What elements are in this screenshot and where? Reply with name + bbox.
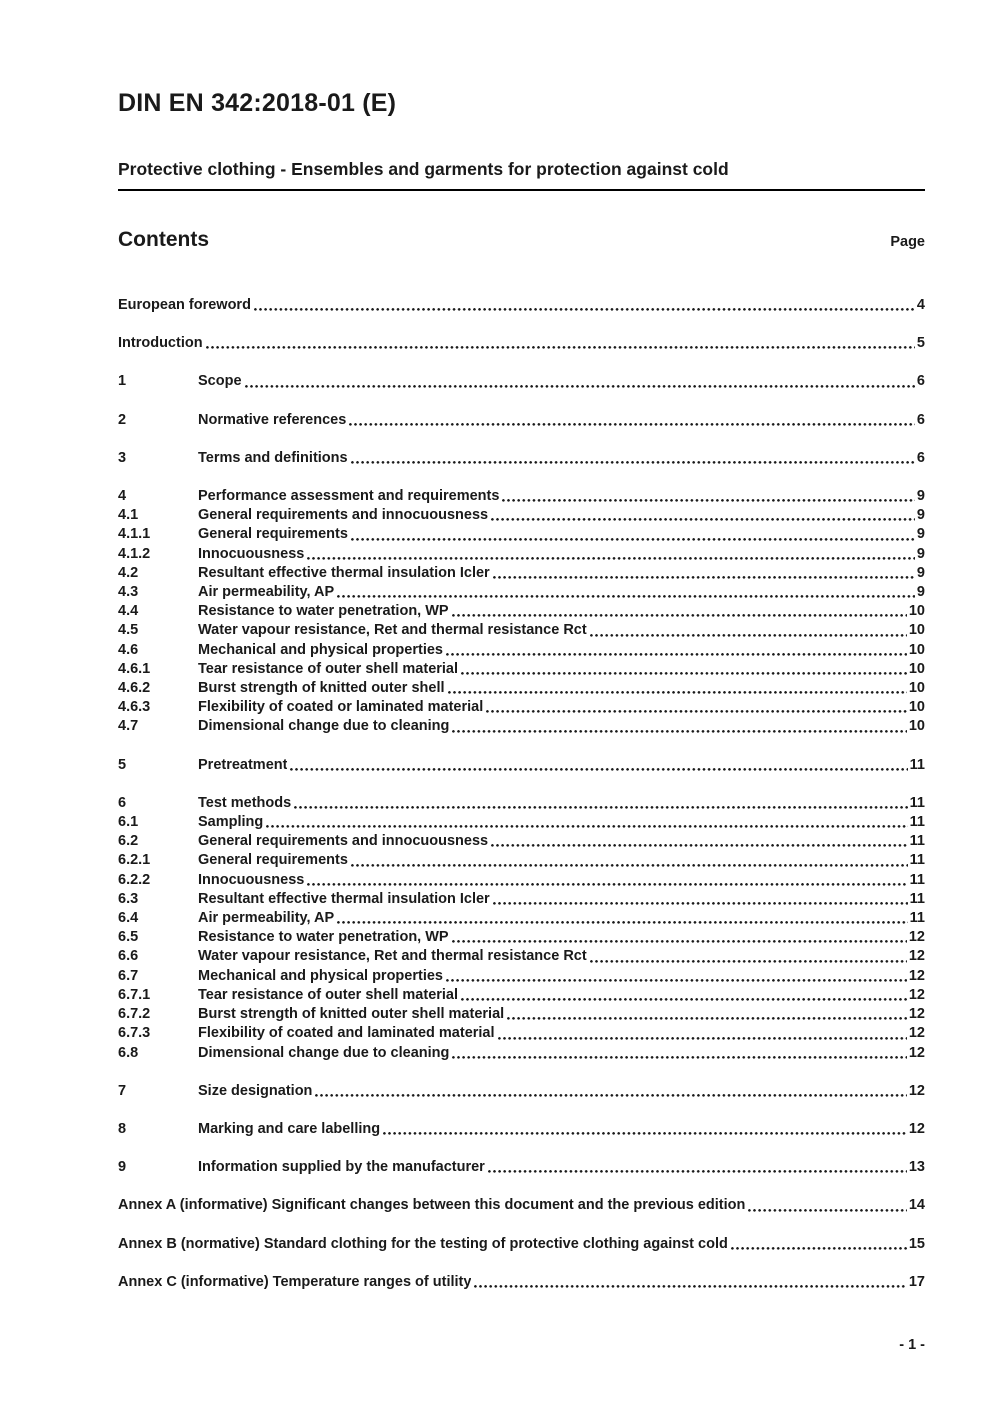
toc-entry-label: Introduction: [118, 335, 203, 352]
toc-entry-label: Scope: [198, 373, 242, 390]
toc-entry-number: 9: [118, 1159, 127, 1176]
toc-dot-leader: [383, 1132, 907, 1135]
toc-entry-page: 12: [908, 1082, 925, 1099]
toc-entry-page: 11: [909, 833, 925, 850]
toc-entry-number: 4.6.3: [118, 699, 151, 716]
toc-entry: [118, 947, 925, 966]
toc-entry: [118, 986, 925, 1005]
toc-entry-number: 6.7.1: [118, 986, 151, 1003]
toc-dot-leader: [461, 672, 907, 675]
toc-entry-number: 7: [118, 1082, 127, 1099]
toc-entry-label: Innocuousness: [198, 545, 305, 562]
toc-entry: [118, 813, 925, 832]
toc-entry-label: Air permeability, AP: [198, 584, 335, 601]
toc-entry-label: Sampling: [198, 814, 264, 831]
toc-entry: [118, 583, 925, 602]
toc-entry: [118, 602, 925, 621]
toc-entry-page: 17: [908, 1273, 925, 1290]
toc-entry-number: 4.7: [118, 718, 139, 735]
toc-entry: [118, 334, 925, 353]
toc-entry-page: 12: [908, 948, 925, 965]
toc-entry-page: 9: [916, 526, 925, 543]
toc-group: [118, 1082, 925, 1101]
toc-entry-page: 9: [916, 545, 925, 562]
toc-dot-leader: [351, 461, 915, 464]
toc-entry-number: 6.2.2: [118, 871, 151, 888]
toc-entry: [118, 372, 925, 391]
toc-entry-label: Resistance to water penetration, WP: [198, 929, 449, 946]
toc-entry-number: 6.5: [118, 929, 139, 946]
toc-dot-leader: [446, 653, 907, 656]
toc-dot-leader: [452, 940, 907, 943]
toc-entry: [118, 928, 925, 947]
toc-entry-label: Size designation: [198, 1082, 313, 1099]
toc-entry-label: Dimensional change due to cleaning: [198, 1044, 450, 1061]
toc-entry-label: European foreword: [118, 297, 251, 313]
toc-entry-page: 6: [916, 449, 925, 466]
toc-entry-page: 6: [916, 411, 925, 428]
toc-group: [118, 794, 925, 1063]
toc-entry-page: 9: [916, 584, 925, 601]
toc-entry-page: 10: [908, 680, 925, 697]
toc-entry-label: Resistance to water penetration, WP: [198, 603, 449, 620]
toc-entry-number: 4.1.2: [118, 545, 151, 562]
toc-dot-leader: [748, 1209, 907, 1212]
toc-entry-number: 4: [118, 488, 127, 505]
toc-entry-page: 12: [908, 986, 925, 1003]
toc-dot-leader: [590, 960, 907, 963]
toc-entry: [118, 1120, 925, 1139]
toc-dot-leader: [488, 1170, 907, 1173]
toc-entry-label: Performance assessment and requirements: [198, 488, 500, 505]
toc-group: [118, 487, 925, 737]
toc-entry-number: 2: [118, 411, 127, 428]
toc-dot-leader: [590, 634, 907, 637]
toc-entry-page: 5: [916, 335, 925, 352]
toc-entry: [118, 1235, 925, 1254]
toc-entry-label: Information supplied by the manufacturer: [198, 1159, 485, 1176]
page-number: - 1 -: [899, 1337, 925, 1353]
toc-dot-leader: [452, 614, 907, 617]
toc-entry: [118, 1005, 925, 1024]
toc-entry-label: Terms and definitions: [198, 449, 348, 466]
toc-entry-label: Test methods: [198, 794, 292, 811]
toc-entry-label: General requirements and innocuousness: [198, 833, 489, 850]
toc-dot-leader: [461, 998, 907, 1001]
toc-entry-number: 6.7.3: [118, 1025, 151, 1042]
toc-entry-page: 11: [909, 871, 925, 888]
toc-entry-label: Dimensional change due to cleaning: [198, 718, 450, 735]
toc-entry-number: 6.1: [118, 814, 139, 831]
toc-entry-number: 5: [118, 756, 127, 773]
toc-entry-label: Tear resistance of outer shell material: [198, 986, 459, 1003]
toc-dot-leader: [493, 902, 908, 905]
toc-entry-number: 1: [118, 373, 127, 390]
toc-entry-label: Flexibility of coated and laminated material: [198, 1025, 495, 1042]
toc-entry-number: 6.2: [118, 833, 139, 850]
toc-entry-number: 6.3: [118, 890, 139, 907]
toc-entry-page: 10: [908, 718, 925, 735]
toc-entry-label: Annex B (normative) Standard clothing for the testing of protective clothing against cold: [118, 1235, 728, 1252]
toc-group: [118, 411, 925, 430]
contents-header: [118, 228, 925, 252]
toc-entry-number: 6.2.1: [118, 852, 151, 869]
toc-entry: [118, 679, 925, 698]
toc-dot-leader: [351, 538, 915, 541]
toc-entry-page: 12: [908, 1006, 925, 1023]
toc-entry: [118, 621, 925, 640]
toc-entry-page: 9: [916, 488, 925, 505]
toc-entry: [118, 890, 925, 909]
toc-entry: [118, 832, 925, 851]
toc-dot-leader: [315, 1094, 906, 1097]
toc-entry-label: Resultant effective thermal insulation Icler: [198, 564, 490, 581]
toc-entry-number: 6: [118, 794, 127, 811]
toc-entry: [118, 717, 925, 736]
toc-entry-page: 11: [909, 852, 925, 869]
toc-dot-leader: [452, 1056, 906, 1059]
page-column-label: Page: [890, 234, 925, 250]
toc-entry-page: 10: [908, 660, 925, 677]
toc-entry: [118, 1273, 925, 1292]
toc-entry: [118, 851, 925, 870]
toc-entry-label: Burst strength of knitted outer shell material: [198, 1006, 505, 1023]
toc-entry-page: 11: [909, 756, 925, 773]
toc-entry-page: 12: [908, 967, 925, 984]
toc-group: [118, 1273, 925, 1292]
toc-dot-leader: [507, 1017, 907, 1020]
toc-entry-number: 4.6: [118, 641, 139, 658]
toc-entry-page: 10: [908, 699, 925, 716]
toc-entry: [118, 794, 925, 813]
toc-dot-leader: [349, 423, 915, 426]
toc-entry-number: 4.1: [118, 507, 139, 524]
toc-entry-page: 4: [916, 297, 925, 313]
toc-entry: [118, 564, 925, 583]
toc-entry-page: 10: [908, 603, 925, 620]
toc-entry: [118, 1024, 925, 1043]
toc-entry: [118, 525, 925, 544]
toc-entry-label: General requirements and innocuousness: [198, 507, 489, 524]
toc-group: [118, 296, 925, 315]
contents-heading: Contents: [118, 228, 209, 251]
document-subtitle: Protective clothing - Ensembles and garments for protection against cold: [118, 159, 925, 191]
toc-entry-number: 4.2: [118, 564, 139, 581]
toc-dot-leader: [446, 979, 907, 982]
toc-dot-leader: [448, 691, 907, 694]
toc-entry-label: Pretreatment: [198, 756, 288, 773]
toc-group: [118, 372, 925, 391]
toc-entry-label: General requirements: [198, 526, 348, 543]
toc-dot-leader: [294, 806, 907, 809]
toc-group: [118, 334, 925, 353]
toc-entry-label: Annex C (informative) Temperature ranges of utility: [118, 1273, 472, 1290]
toc-dot-leader: [254, 308, 915, 311]
toc-entry-page: 14: [908, 1197, 925, 1214]
toc-dot-leader: [486, 710, 907, 713]
toc-entry-number: 8: [118, 1120, 127, 1137]
toc-entry-page: 10: [908, 641, 925, 658]
toc-dot-leader: [491, 518, 915, 521]
toc-dot-leader: [307, 557, 915, 560]
toc-entry-number: 4.5: [118, 622, 139, 639]
toc-entry-page: 10: [908, 622, 925, 639]
toc-entry: [118, 296, 925, 315]
toc-dot-leader: [337, 595, 915, 598]
toc-entry-page: 11: [909, 910, 925, 927]
toc-entry-page: 11: [909, 814, 925, 831]
toc-entry-label: Resultant effective thermal insulation Icler: [198, 890, 490, 907]
toc-entry: [118, 698, 925, 717]
toc-group: [118, 1235, 925, 1254]
toc-dot-leader: [493, 576, 915, 579]
toc-entry-page: 13: [908, 1159, 925, 1176]
toc-entry: [118, 871, 925, 890]
toc-group: [118, 756, 925, 775]
toc-entry-number: 3: [118, 449, 127, 466]
toc-entry: [118, 449, 925, 468]
toc-entry: [118, 506, 925, 525]
toc-entry: [118, 1158, 925, 1177]
toc-dot-leader: [290, 768, 907, 771]
toc-dot-leader: [731, 1247, 907, 1250]
toc-dot-leader: [474, 1285, 906, 1288]
toc-dot-leader: [206, 346, 915, 349]
toc-group: [118, 1120, 925, 1139]
toc-entry-number: 4.3: [118, 584, 139, 601]
toc-entry: [118, 1044, 925, 1063]
toc-group: [118, 1158, 925, 1177]
toc-entry-label: Mechanical and physical properties: [198, 967, 443, 984]
toc-entry-label: General requirements: [198, 852, 348, 869]
toc-dot-leader: [266, 825, 907, 828]
toc-entry: [118, 967, 925, 986]
toc-entry: [118, 487, 925, 506]
toc-entry-page: 15: [908, 1235, 925, 1252]
table-of-contents: [118, 296, 925, 1292]
toc-entry-label: Air permeability, AP: [198, 910, 335, 927]
toc-entry-label: Annex A (informative) Significant changes between this document and the previous edition: [118, 1197, 746, 1214]
toc-dot-leader: [452, 730, 906, 733]
toc-dot-leader: [491, 844, 908, 847]
toc-entry-label: Innocuousness: [198, 871, 305, 888]
toc-dot-leader: [337, 921, 907, 924]
toc-entry-label: Normative references: [198, 411, 347, 428]
toc-entry: [118, 545, 925, 564]
toc-entry: [118, 641, 925, 660]
toc-dot-leader: [502, 499, 915, 502]
toc-entry-number: 4.4: [118, 603, 139, 620]
toc-entry-label: Mechanical and physical properties: [198, 641, 443, 658]
toc-entry: [118, 909, 925, 928]
toc-entry-label: Tear resistance of outer shell material: [198, 660, 459, 677]
toc-entry-page: 11: [909, 794, 925, 811]
toc-entry-number: 6.4: [118, 910, 139, 927]
toc-entry-page: 11: [909, 890, 925, 907]
toc-entry-number: 4.1.1: [118, 526, 151, 543]
toc-entry-number: 6.8: [118, 1044, 139, 1061]
toc-entry-page: 12: [908, 929, 925, 946]
toc-entry-page: 12: [908, 1044, 925, 1061]
toc-entry-page: 9: [916, 564, 925, 581]
toc-entry: [118, 1082, 925, 1101]
toc-entry-page: 12: [908, 1120, 925, 1137]
toc-dot-leader: [245, 385, 915, 388]
toc-entry-page: 12: [908, 1025, 925, 1042]
toc-group: [118, 449, 925, 468]
toc-entry-number: 4.6.1: [118, 660, 151, 677]
toc-dot-leader: [498, 1037, 907, 1040]
toc-entry: [118, 1196, 925, 1215]
toc-entry: [118, 756, 925, 775]
toc-dot-leader: [307, 883, 907, 886]
toc-entry-label: Flexibility of coated or laminated material: [198, 699, 484, 716]
toc-entry-label: Burst strength of knitted outer shell: [198, 680, 445, 697]
toc-dot-leader: [351, 864, 908, 867]
toc-entry-label: Water vapour resistance, Ret and thermal resistance Rct: [198, 948, 587, 965]
toc-entry-number: 6.7.2: [118, 1006, 151, 1023]
toc-entry: [118, 660, 925, 679]
toc-entry-number: 4.6.2: [118, 680, 151, 697]
toc-entry-page: 6: [916, 373, 925, 390]
toc-entry-label: Marking and care labelling: [198, 1120, 381, 1137]
page-footer: [899, 1337, 925, 1353]
toc-entry-page: 9: [916, 507, 925, 524]
document-title: DIN EN 342:2018-01 (E): [118, 89, 397, 117]
toc-entry: [118, 411, 925, 430]
toc-entry-label: Water vapour resistance, Ret and thermal resistance Rct: [198, 622, 587, 639]
toc-group: [118, 1196, 925, 1215]
toc-entry-number: 6.7: [118, 967, 139, 984]
toc-entry-number: 6.6: [118, 948, 139, 965]
